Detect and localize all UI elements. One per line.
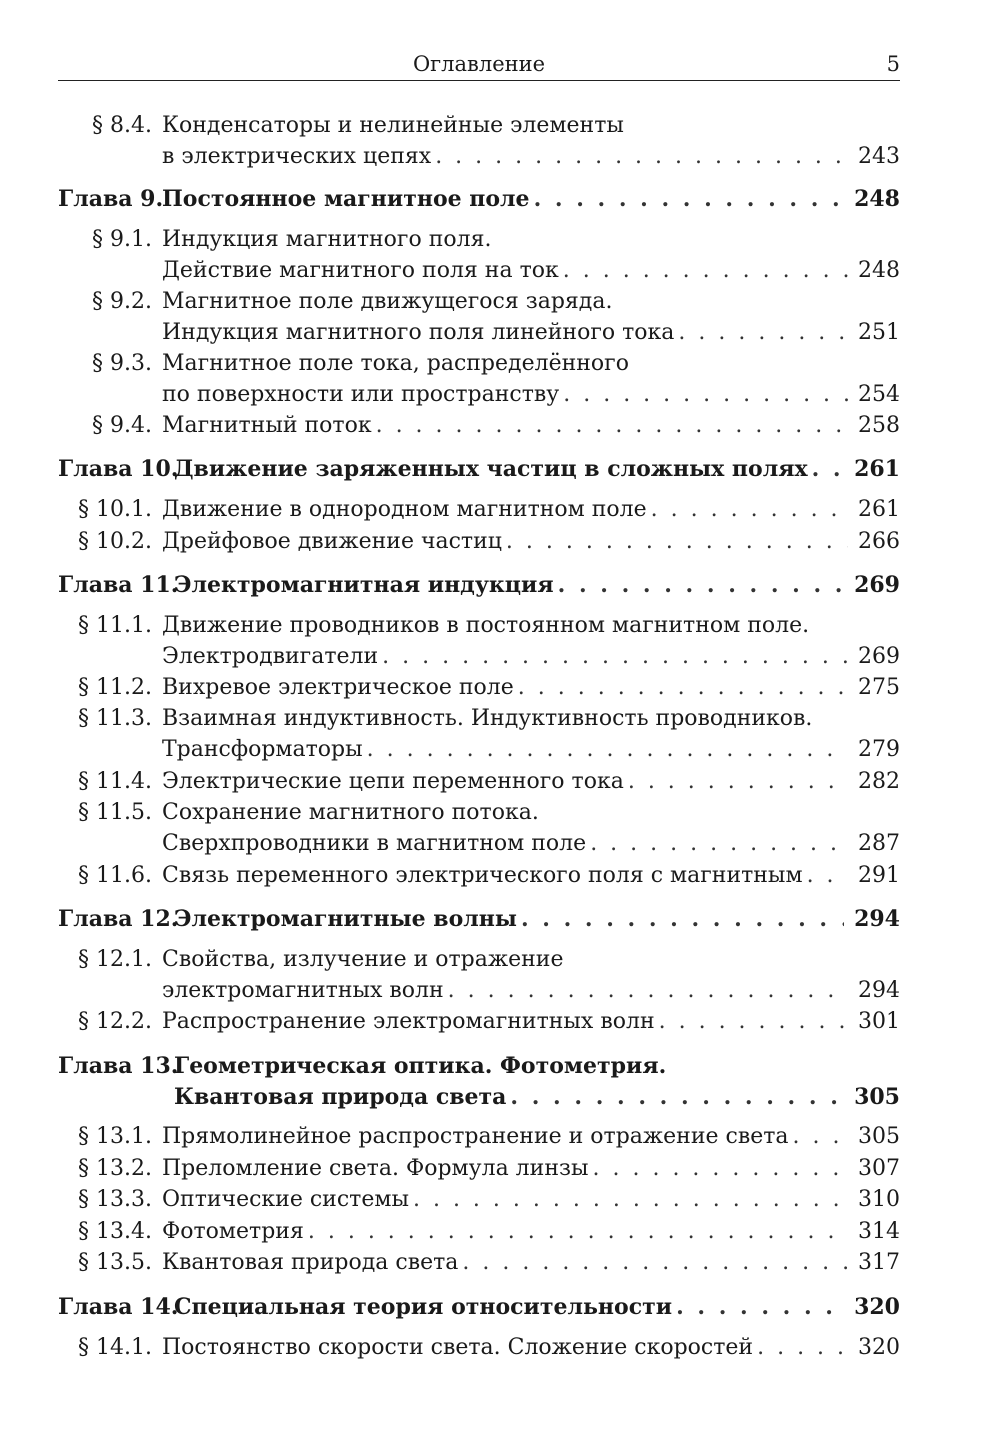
chapter-title-line2: Квантовая природа света [174,1084,507,1110]
leader-row [174,1292,900,1323]
section-title-line1: Магнитное поле движущегося заряда. [162,289,613,314]
leader-row [174,570,900,601]
dot-leader [590,828,848,859]
toc-section[interactable] [0,526,1000,557]
section-title-line2: Действие магнитного поля на ток [162,258,559,283]
page-number: 307 [858,1156,900,1181]
header-page-number: 5 [886,52,900,76]
section-title-line1: Индукция магнитного поля. [162,227,492,252]
section-title: Вихревое электрическое поле [162,675,514,700]
dot-leader [518,672,848,703]
toc-section[interactable] [0,797,1000,828]
leader-row [162,141,900,172]
page-number: 279 [858,737,900,762]
toc-chapter[interactable] [0,184,1000,215]
toc-section[interactable] [0,944,1000,975]
chapter-title: Специальная теория относительности [174,1294,673,1320]
section-number: § 11.2. [78,675,152,700]
page-number: 275 [858,675,900,700]
section-title: Дрейфовое движение частиц [162,529,502,554]
page-number: 320 [858,1335,900,1360]
section-title: Электрические цепи переменного тока [162,769,624,794]
section-title: Прямолинейное распространение и отражение света [162,1124,789,1149]
page-number: 248 [858,258,900,283]
page-number: 305 [854,1084,900,1110]
section-title-line2: электромагнитных волн [162,978,444,1003]
toc-section-continuation[interactable] [0,641,1000,672]
chapter-number: Глава 14. [58,1294,179,1320]
section-number: § 9.1. [92,227,152,252]
section-number: § 12.1. [78,947,152,972]
toc-section[interactable] [0,703,1000,734]
chapter-number: Глава 10. [58,456,179,482]
dot-leader [812,454,844,485]
toc-section[interactable] [0,610,1000,641]
dot-leader [367,734,848,765]
section-title: Связь переменного электрического поля с магнитным [162,863,803,888]
dot-leader [651,494,848,525]
leader-row [162,410,900,441]
section-number: § 11.3. [78,706,152,731]
toc-section[interactable] [0,1247,1000,1278]
dot-leader [678,317,848,348]
toc-section[interactable] [0,410,1000,441]
toc-section[interactable] [0,672,1000,703]
section-number: § 10.2. [78,529,152,554]
section-title: Движение в однородном магнитном поле [162,497,647,522]
toc-section[interactable] [0,494,1000,525]
section-number: § 14.1. [78,1335,152,1360]
toc-section[interactable] [0,1184,1000,1215]
dot-leader [563,379,848,410]
leader-row [162,379,900,410]
chapter-number: Глава 11. [58,572,179,598]
leader-row [162,828,900,859]
dot-leader [534,184,845,215]
toc-section-continuation[interactable] [0,379,1000,410]
leader-row [174,904,900,935]
section-title: Квантовая природа света [162,1250,459,1275]
leader-row [162,317,900,348]
section-number: § 11.6. [78,863,152,888]
leader-row [162,255,900,286]
page-number: 243 [858,144,900,169]
toc-section[interactable] [0,1332,1000,1363]
toc-section[interactable] [0,766,1000,797]
leader-row [162,1153,900,1184]
toc-section[interactable] [0,1006,1000,1037]
page-number: 301 [858,1009,900,1034]
leader-row [162,734,900,765]
section-title-line2: Индукция магнитного поля линейного тока [162,320,675,345]
leader-row [162,975,900,1006]
page-number: 261 [854,456,900,482]
section-title-line1: Взаимная индуктивность. Индуктивность проводников. [162,706,813,731]
section-title: Фотометрия [162,1219,304,1244]
leader-row [162,1184,900,1215]
section-number: § 13.2. [78,1156,152,1181]
section-number: § 11.1. [78,613,152,638]
dot-leader [628,766,848,797]
toc-section[interactable] [0,224,1000,255]
leader-row [162,184,900,215]
leader-row [162,494,900,525]
section-title-line2: Трансформаторы [162,737,363,762]
leader-row [162,1247,900,1278]
section-number: § 11.5. [78,800,152,825]
section-number: § 12.2. [78,1009,152,1034]
section-number: § 10.1. [78,497,152,522]
page-number: 310 [858,1187,900,1212]
dot-leader [676,1292,844,1323]
section-number: § 13.3. [78,1187,152,1212]
page-number: 248 [854,186,900,212]
page-number: 254 [858,382,900,407]
section-number: § 9.2. [92,289,152,314]
leader-row [162,1121,900,1152]
leader-row [162,1006,900,1037]
toc-chapter[interactable] [0,904,1000,935]
dot-leader [506,526,848,557]
toc-section[interactable] [0,110,1000,141]
leader-row [162,860,900,891]
leader-row [162,641,900,672]
toc-section-continuation[interactable] [0,141,1000,172]
section-title: Магнитный поток [162,413,372,438]
section-title-line1: Сохранение магнитного потока. [162,800,539,825]
toc-section[interactable] [0,1216,1000,1247]
chapter-number: Глава 12. [58,906,179,932]
page-number: 251 [858,320,900,345]
section-number: § 8.4. [92,113,152,138]
section-title: Оптические системы [162,1187,409,1212]
toc-section-continuation[interactable] [0,255,1000,286]
page-number: 269 [854,572,900,598]
chapter-title: Электромагнитные волны [174,906,517,932]
section-title-line1: Движение проводников в постоянном магнитном поле. [162,613,810,638]
page-number: 314 [858,1219,900,1244]
leader-row [162,1332,900,1363]
section-number: § 13.4. [78,1219,152,1244]
dot-leader [376,410,848,441]
dot-leader [308,1216,848,1247]
section-number: § 11.4. [78,769,152,794]
section-title: Распространение электромагнитных волн [162,1009,655,1034]
section-number: § 9.3. [92,351,152,376]
dot-leader [807,860,848,891]
dot-leader [521,904,844,935]
toc-chapter[interactable] [0,454,1000,485]
toc-section-continuation[interactable] [0,828,1000,859]
section-title-line2: Электродвигатели [162,644,379,669]
dot-leader [462,1247,848,1278]
page-number: 294 [858,978,900,1003]
page-number: 258 [858,413,900,438]
leader-row [174,1082,900,1113]
section-title-line1: Магнитное поле тока, распределённого [162,351,629,376]
toc-section[interactable] [0,286,1000,317]
leader-row [162,672,900,703]
dot-leader [563,255,848,286]
toc-chapter[interactable] [0,1051,1000,1082]
page-number: 317 [858,1250,900,1275]
dot-leader [659,1006,848,1037]
toc-chapter-continuation[interactable] [0,1082,1000,1113]
chapter-title: Постоянное магнитное поле [162,186,530,212]
toc-section[interactable] [0,1153,1000,1184]
toc-section[interactable] [0,348,1000,379]
section-title: Преломление света. Формула линзы [162,1156,589,1181]
page-number: 269 [858,644,900,669]
dot-leader [413,1184,848,1215]
chapter-number: Глава 9. [58,186,164,212]
chapter-title: Электромагнитная индукция [174,572,554,598]
leader-row [162,766,900,797]
section-number: § 9.4. [92,413,152,438]
section-title-line2: в электрических цепях [162,144,432,169]
leader-row [174,454,900,485]
page-number: 294 [854,906,900,932]
leader-row [162,1216,900,1247]
toc-chapter[interactable] [0,570,1000,601]
dot-leader [382,641,848,672]
page-number: 287 [858,831,900,856]
page-number: 291 [858,863,900,888]
leader-row [162,526,900,557]
toc-section[interactable] [0,1121,1000,1152]
dot-leader [793,1121,848,1152]
section-title-line2: по поверхности или пространству [162,382,560,407]
page-number: 261 [858,497,900,522]
section-title-line1: Свойства, излучение и отражение [162,947,564,972]
dot-leader [510,1082,844,1113]
toc-section[interactable] [0,860,1000,891]
page-number: 282 [858,769,900,794]
chapter-title-line1: Геометрическая оптика. Фотометрия. [174,1053,667,1079]
page-number: 266 [858,529,900,554]
section-number: § 13.1. [78,1124,152,1149]
section-number: § 13.5. [78,1250,152,1275]
chapter-number: Глава 13. [58,1053,179,1079]
section-title-line2: Сверхпроводники в магнитном поле [162,831,587,856]
dot-leader [593,1153,849,1184]
header-title: Оглавление [412,52,546,76]
page-number: 320 [854,1294,900,1320]
dot-leader [558,570,844,601]
dot-leader [448,975,848,1006]
section-title-line1: Конденсаторы и нелинейные элементы [162,113,624,138]
running-header [58,50,900,81]
toc-section-continuation[interactable] [0,317,1000,348]
toc-section-continuation[interactable] [0,975,1000,1006]
toc-chapter[interactable] [0,1292,1000,1323]
page-number: 305 [858,1124,900,1149]
dot-leader [435,141,848,172]
dot-leader [757,1332,848,1363]
section-title: Постоянство скорости света. Сложение скоростей [162,1335,754,1360]
toc-section-continuation[interactable] [0,734,1000,765]
chapter-title: Движение заряженных частиц в сложных полях [174,456,808,482]
